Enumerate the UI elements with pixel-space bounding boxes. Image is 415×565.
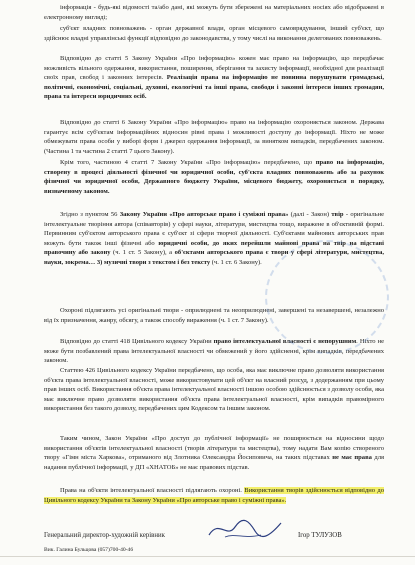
- text: Крім того, частиною 4 статті 7 Закону України «Про інформацію» передбачено, що: [60, 159, 316, 166]
- emphasis: право на інформацію, створену в процесі діяльності фізичної чи юридичної особи, суб'єкта владних повноважень або за рахунок фізичної чи юридичної особи, Державного бюджету України, місцевого бюджету, охороняється в порядку, визначеному законом.: [44, 159, 385, 195]
- emphasis: юридичні особи, до яких перейшли майнові права на твір на підставі правочину або закону: [44, 239, 384, 257]
- signatory-name: Ігор ТУЛУЗОВ: [298, 532, 342, 539]
- executor-contact: Вик. Галина Бульцова (057)700-40-46: [44, 547, 134, 553]
- paragraph-final: [44, 486, 384, 505]
- emphasis: право інтелектуальної власності є непорушним: [213, 338, 357, 345]
- page-bottom-edge: [0, 556, 415, 557]
- text: (ч. 1 ст. 5 Закону), а: [110, 249, 175, 257]
- paragraph-authority-definition: [44, 24, 384, 43]
- text: Таким чином, Закон України «Про доступ до публічної інформації» не поширюється на відносини щодо використання об'єктів інтелектуальної власності (творів літератури та мистецтва), тому надати Вам копію створеного твору «Гімн міста Харкова», отриманого від Злотника Олександра Йосиповича, на таких підставах: [44, 435, 384, 462]
- emphasis: не має права: [332, 454, 372, 462]
- text: Статтею 426 Цивільного кодексу України передбачено, що особа, яка має виключне право дозволяти використання об'єкта права інтелектуальної власності, може використовувати цей об'єкт на власний розсуд, з додержанням при цьому прав інших осіб. Використання об'єкта права інтелектуальної власності іншою особою здійснюється з дозволу особи, яка має виключне право дозволяти використання об'єкта права інтелектуальної власності, крім випадків правомірного використання без такого дозволу, передбачених цим Кодексом та іншим законом.: [44, 367, 384, 413]
- paragraph-civil-code-426: [44, 366, 384, 414]
- text: - оригінальне інтелектуальне творіння автора (співавторів) у сфері науки, літератури, мистецтва тощо, виражене в об'єктивній формі. Первинним суб'єктом авторського права є суб'єкт зі сфери творчої діяльності. Суб'єктами майнових авторських прав можуть бути також інші фізичні або: [44, 211, 385, 247]
- text: інформація - будь-які відомості та/або дані, які можуть бути збережені на матеріальних носіях або відображені в електронному вигляді;: [44, 4, 384, 21]
- text: . Ніхто не може бути позбавлений права інтелектуальної власності чи обмежений у його здійсненні, крім випадків, передбачених законом.: [44, 338, 385, 365]
- emphasis: Закону України «Про авторське право і суміжні права»: [119, 211, 289, 218]
- highlighted-text: Використання творів здійснюється відповідно до Цивільного кодексу України та Закону України «Про авторське право і суміжні права».: [44, 487, 384, 504]
- handwritten-signature: [205, 515, 285, 543]
- text: Відповідно до статті 6 Закону України «Про інформацію» право на інформацію охороняється законом. Держава гарантує всім суб'єктам інформаційних відносин рівні права і можливості доступу до інформації. Ніхто не може обмежувати права особи у виборі форм і джерел одержання інформації, за винятком випадків, передбачених законом. (Частина 1 та частина 2 статті 7 цього Закону).: [44, 119, 384, 155]
- text: (далі - Закон): [288, 211, 332, 218]
- text: Права на об'єкти інтелектуальної власності підлягають охороні.: [60, 487, 245, 494]
- emphasis: Реалізація права на інформацію не повинна порушувати громадські, політичні, економічні, соціальні, духовні, екологічні та інші права, свободи і законні інтереси інших громадян, права та інтереси юридичних осіб.: [44, 74, 384, 101]
- text: Згідно з пунктом 56: [60, 211, 120, 218]
- paragraph-article-6: [44, 118, 384, 156]
- text: Відповідно до статті 5 Закону України «Про інформацію» кожен має право на інформацію, що передбачає можливість вільного одержання, використання, поширення, зберігання та захисту інформації, необхідної для реалізації своїх прав, свобод і законних інтересів.: [44, 55, 384, 82]
- text: Відповідно до статті 418 Цивільного кодексу України: [60, 338, 214, 345]
- text: (ч. 1 ст. 6 Закону).: [210, 258, 262, 266]
- text: суб'єкт владних повноважень - орган державної влади, орган місцевого самоврядування, інший суб'єкт, що здійснює владні управлінські функції відповідно до законодавства, у тому числі на виконання делегованих повноважень.: [44, 25, 384, 42]
- paragraph-conclusion: [44, 434, 384, 472]
- text: для надання публічної інформації, у ДП «ХНАТОБ» не має правових підстав.: [44, 454, 384, 471]
- paragraph-civil-code-418: [44, 337, 384, 366]
- text: Охороні підлягають усі оригінальні твори - оприлюднені та неоприлюднені, завершені та незавершені, незалежно від їх призначення, жанру, обсягу, а також способу вираження (ч. 1 ст. 7 Закону).: [44, 307, 384, 324]
- paragraph-info-definition: [44, 3, 384, 22]
- paragraph-article-7: [44, 158, 384, 196]
- paragraph-copyright-law: [44, 210, 384, 268]
- emphasis: об'єктами авторського права є твори у сфері літератури, мистецтва, науки, зокрема… 3) музичні твори з текстом і без тексту: [44, 249, 384, 266]
- paragraph-article-5: [44, 54, 384, 102]
- emphasis: твір: [331, 211, 344, 218]
- paragraph-protection: [44, 306, 384, 325]
- signatory-role: Генеральний директор-художній керівник: [44, 532, 165, 539]
